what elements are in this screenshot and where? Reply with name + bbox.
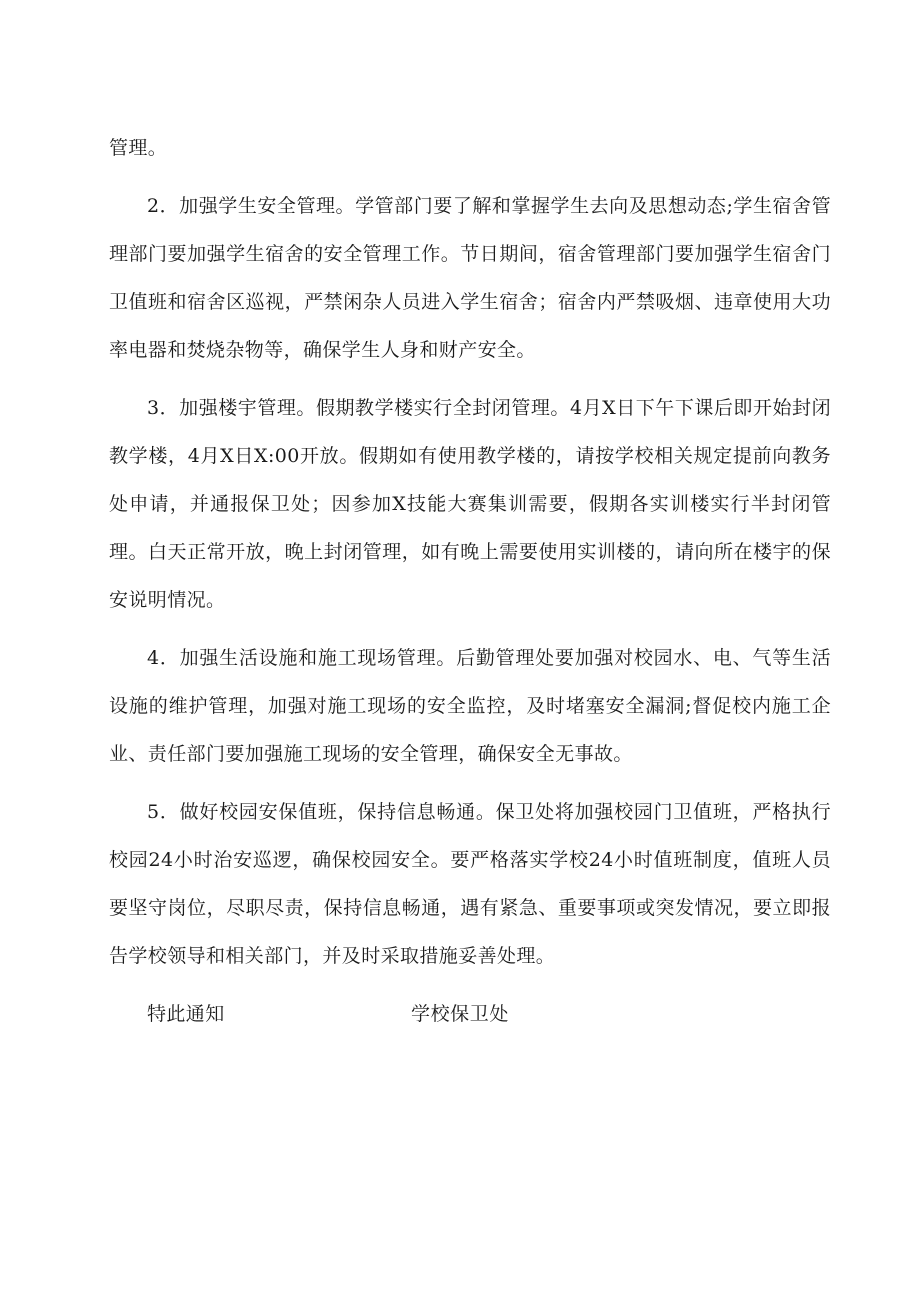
- closing-remark: 特此通知: [147, 1003, 225, 1025]
- paragraph-item-4: 4．加强生活设施和施工现场管理。后勤管理处要加强对校园水、电、气等生活设施的维护管理，加强对施工现场的安全监控，及时堵塞安全漏洞;督促校内施工企业、责任部门要加强施工现场的安全管理，确保安全无事故。: [109, 647, 831, 765]
- document-body: [109, 124, 831, 1038]
- paragraph-item-3: 3．加强楼宇管理。假期教学楼实行全封闭管理。4月X日下午下课后即开始封闭教学楼，4月X日X:00开放。假期如有使用教学楼的，请按学校相关规定提前向教务处申请，并通报保卫处；因参加X技能大赛集训需要，假期各实训楼实行半封闭管理。白天正常开放，晚上封闭管理，如有晚上需要使用实训楼的，请向所在楼宇的保安说明情况。: [109, 397, 831, 611]
- paragraph-continuation: 管理。: [109, 137, 168, 159]
- paragraph-item-2: 2．加强学生安全管理。学管部门要了解和掌握学生去向及思想动态;学生宿舍管理部门要加强学生宿舍的安全管理工作。节日期间，宿舍管理部门要加强学生宿舍门卫值班和宿舍区巡视，严禁闲杂人员进入学生宿舍；宿舍内严禁吸烟、违章使用大功率电器和焚烧杂物等，确保学生人身和财产安全。: [109, 195, 831, 361]
- signature: 学校保卫处: [410, 1003, 509, 1025]
- paragraph-item-5: 5．做好校园安保值班，保持信息畅通。保卫处将加强校园门卫值班，严格执行校园24小时治安巡逻，确保校园安全。要严格落实学校24小时值班制度，值班人员要坚守岗位，尽职尽责，保持信息畅通，遇有紧急、重要事项或突发情况，要立即报告学校领导和相关部门，并及时采取措施妥善处理。: [109, 801, 831, 967]
